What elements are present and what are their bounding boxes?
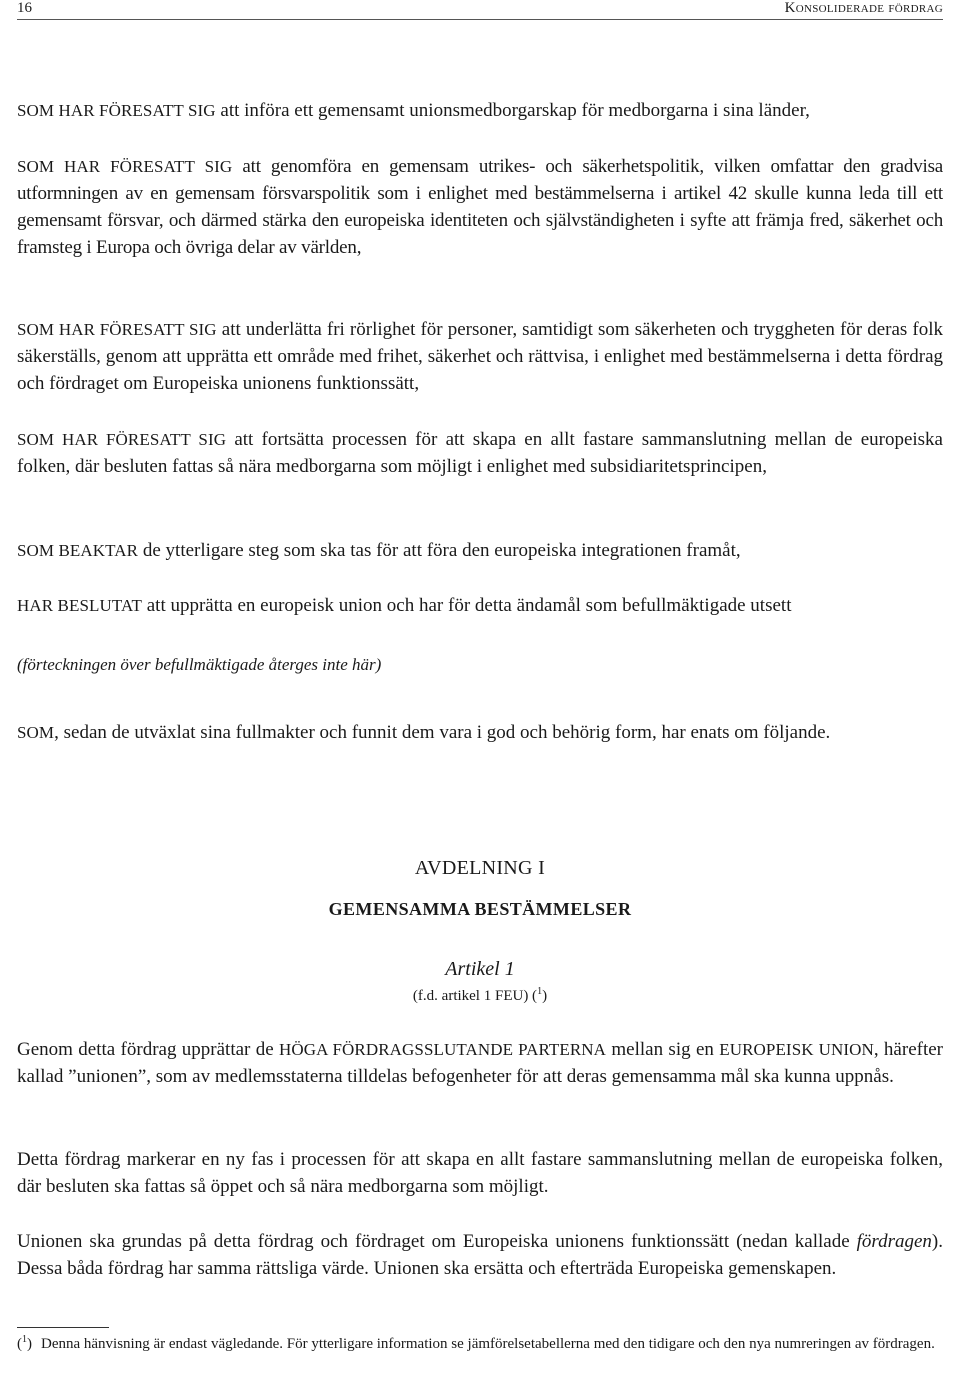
footnote — [17, 1333, 943, 1355]
page-header — [17, 0, 943, 20]
recital-text: att upprätta en europeisk union och har för detta ändamål som befullmäktigade utsett — [141, 595, 792, 616]
footnote-rule — [17, 1327, 109, 1328]
recital-lead: SOM BEAKTAR — [17, 541, 139, 560]
recital-lead: SOM HAR FÖRESATT SIG — [17, 157, 233, 176]
recital-4 — [17, 426, 943, 480]
recital-text: att fortsätta processen för att skapa en allt fastare sammanslutning mellan de europeiska folken, där besluten fattas så nära medborgarna som möjligt i enlighet med subsidiaritetsprincipen, — [17, 429, 943, 477]
title-heading: GEMENSAMMA BESTÄMMELSER — [328, 899, 632, 919]
recital-text: att införa ett gemensamt unionsmedborgarskap för medborgarna i sina länder, — [215, 100, 810, 121]
emphasis-treaties: fördragen — [856, 1231, 932, 1252]
recital-2 — [17, 153, 943, 261]
footnote-text: Denna hänvisning är endast vägledande. För ytterligare information se jämförelsetabellerna med den tidigare och den nya numreringen av fördragen. — [41, 1336, 935, 1352]
closing-text: , sedan de utväxlat sina fullmakter och funnit dem vara i god och behörig form, har enats om följande. — [54, 722, 831, 743]
article-paragraph-3: Unionen ska grundas på detta fördrag och fördraget om Europeiska unionens funktionssätt (nedan kallade fördragen). Dessa båda fördrag har samma rättsliga värde. Unionen ska ersätta och efterträda Europeiska gemenskapen. — [17, 1231, 943, 1279]
recital-text: att genomföra en gemensam utrikes- och säkerhetspolitik, vilken omfattar den gradvisa utformningen av en gemensam försvarspolitik som i enlighet med bestämmelserna i artikel 42 skulle kunna leda till ett gemensamt försvar, och därmed stärka den europeiska identiteten och självständigheten i syfte att främja fred, säkerhet och framsteg i Europa och övriga delar av världen, — [17, 156, 944, 258]
contracting-parties: HÖGA FÖRDRAGSSLUTANDE PARTERNA — [278, 1040, 607, 1059]
omitted-plenipotentiaries-note: (förteckningen över befullmäktigade återges inte här) — [17, 655, 382, 674]
recital-lead: SOM HAR FÖRESATT SIG — [17, 430, 227, 449]
recital-text: att underlätta fri rörlighet för personer, samtidigt som säkerheten och tryggheten för deras folk säkerställs, genom att upprätta ett område med frihet, säkerhet och rättvisa, i enlighet med bestämmelserna i detta fördrag och fördraget om Europeiska unionens funktionssätt, — [17, 319, 943, 394]
running-title: Konsoliderade fördrag — [784, 0, 943, 16]
header-rule — [17, 19, 943, 20]
recital-lead: SOM HAR FÖRESATT SIG — [17, 320, 217, 339]
closing-formula — [17, 719, 943, 746]
footnote-ref: 1 — [537, 986, 543, 997]
european-union: EUROPEISK UNION — [719, 1040, 874, 1059]
recital-lead: SOM HAR FÖRESATT SIG — [17, 101, 216, 120]
recital-lead: HAR BESLUTAT — [17, 596, 142, 615]
recital-3 — [17, 316, 943, 397]
former-article-reference: (f.d. artikel 1 FEU) ($^1$) — [412, 986, 548, 1004]
article-number: Artikel 1 — [445, 958, 515, 980]
page-number: 16 — [17, 0, 32, 16]
recital-1 — [17, 97, 943, 124]
recital-text: de ytterligare steg som ska tas för att föra den europeiska integrationen framåt, — [138, 540, 741, 561]
article-paragraph-1: Genom detta fördrag upprättar de HÖGA FÖRDRAGSSLUTANDE PARTERNA mellan sig en EUROPEISK UNION, härefter kallad ”unionen”, som av medlemsstaterna tilldelas befogenheter för att deras gemensamma mål ska kunna uppnås. — [17, 1039, 943, 1087]
recital-5 — [17, 537, 943, 564]
footnote-number: ($^1$) — [17, 1334, 32, 1352]
recital-6 — [17, 592, 943, 619]
article-paragraph-2: Detta fördrag markerar en ny fas i processen för att skapa en allt fastare sammanslutning mellan de europeiska folken, där besluten ska fattas så öppet och så nära medborgarna som möjligt. — [17, 1149, 943, 1197]
closing-lead: SOM — [17, 723, 55, 742]
title-division: AVDELNING I — [414, 857, 546, 879]
